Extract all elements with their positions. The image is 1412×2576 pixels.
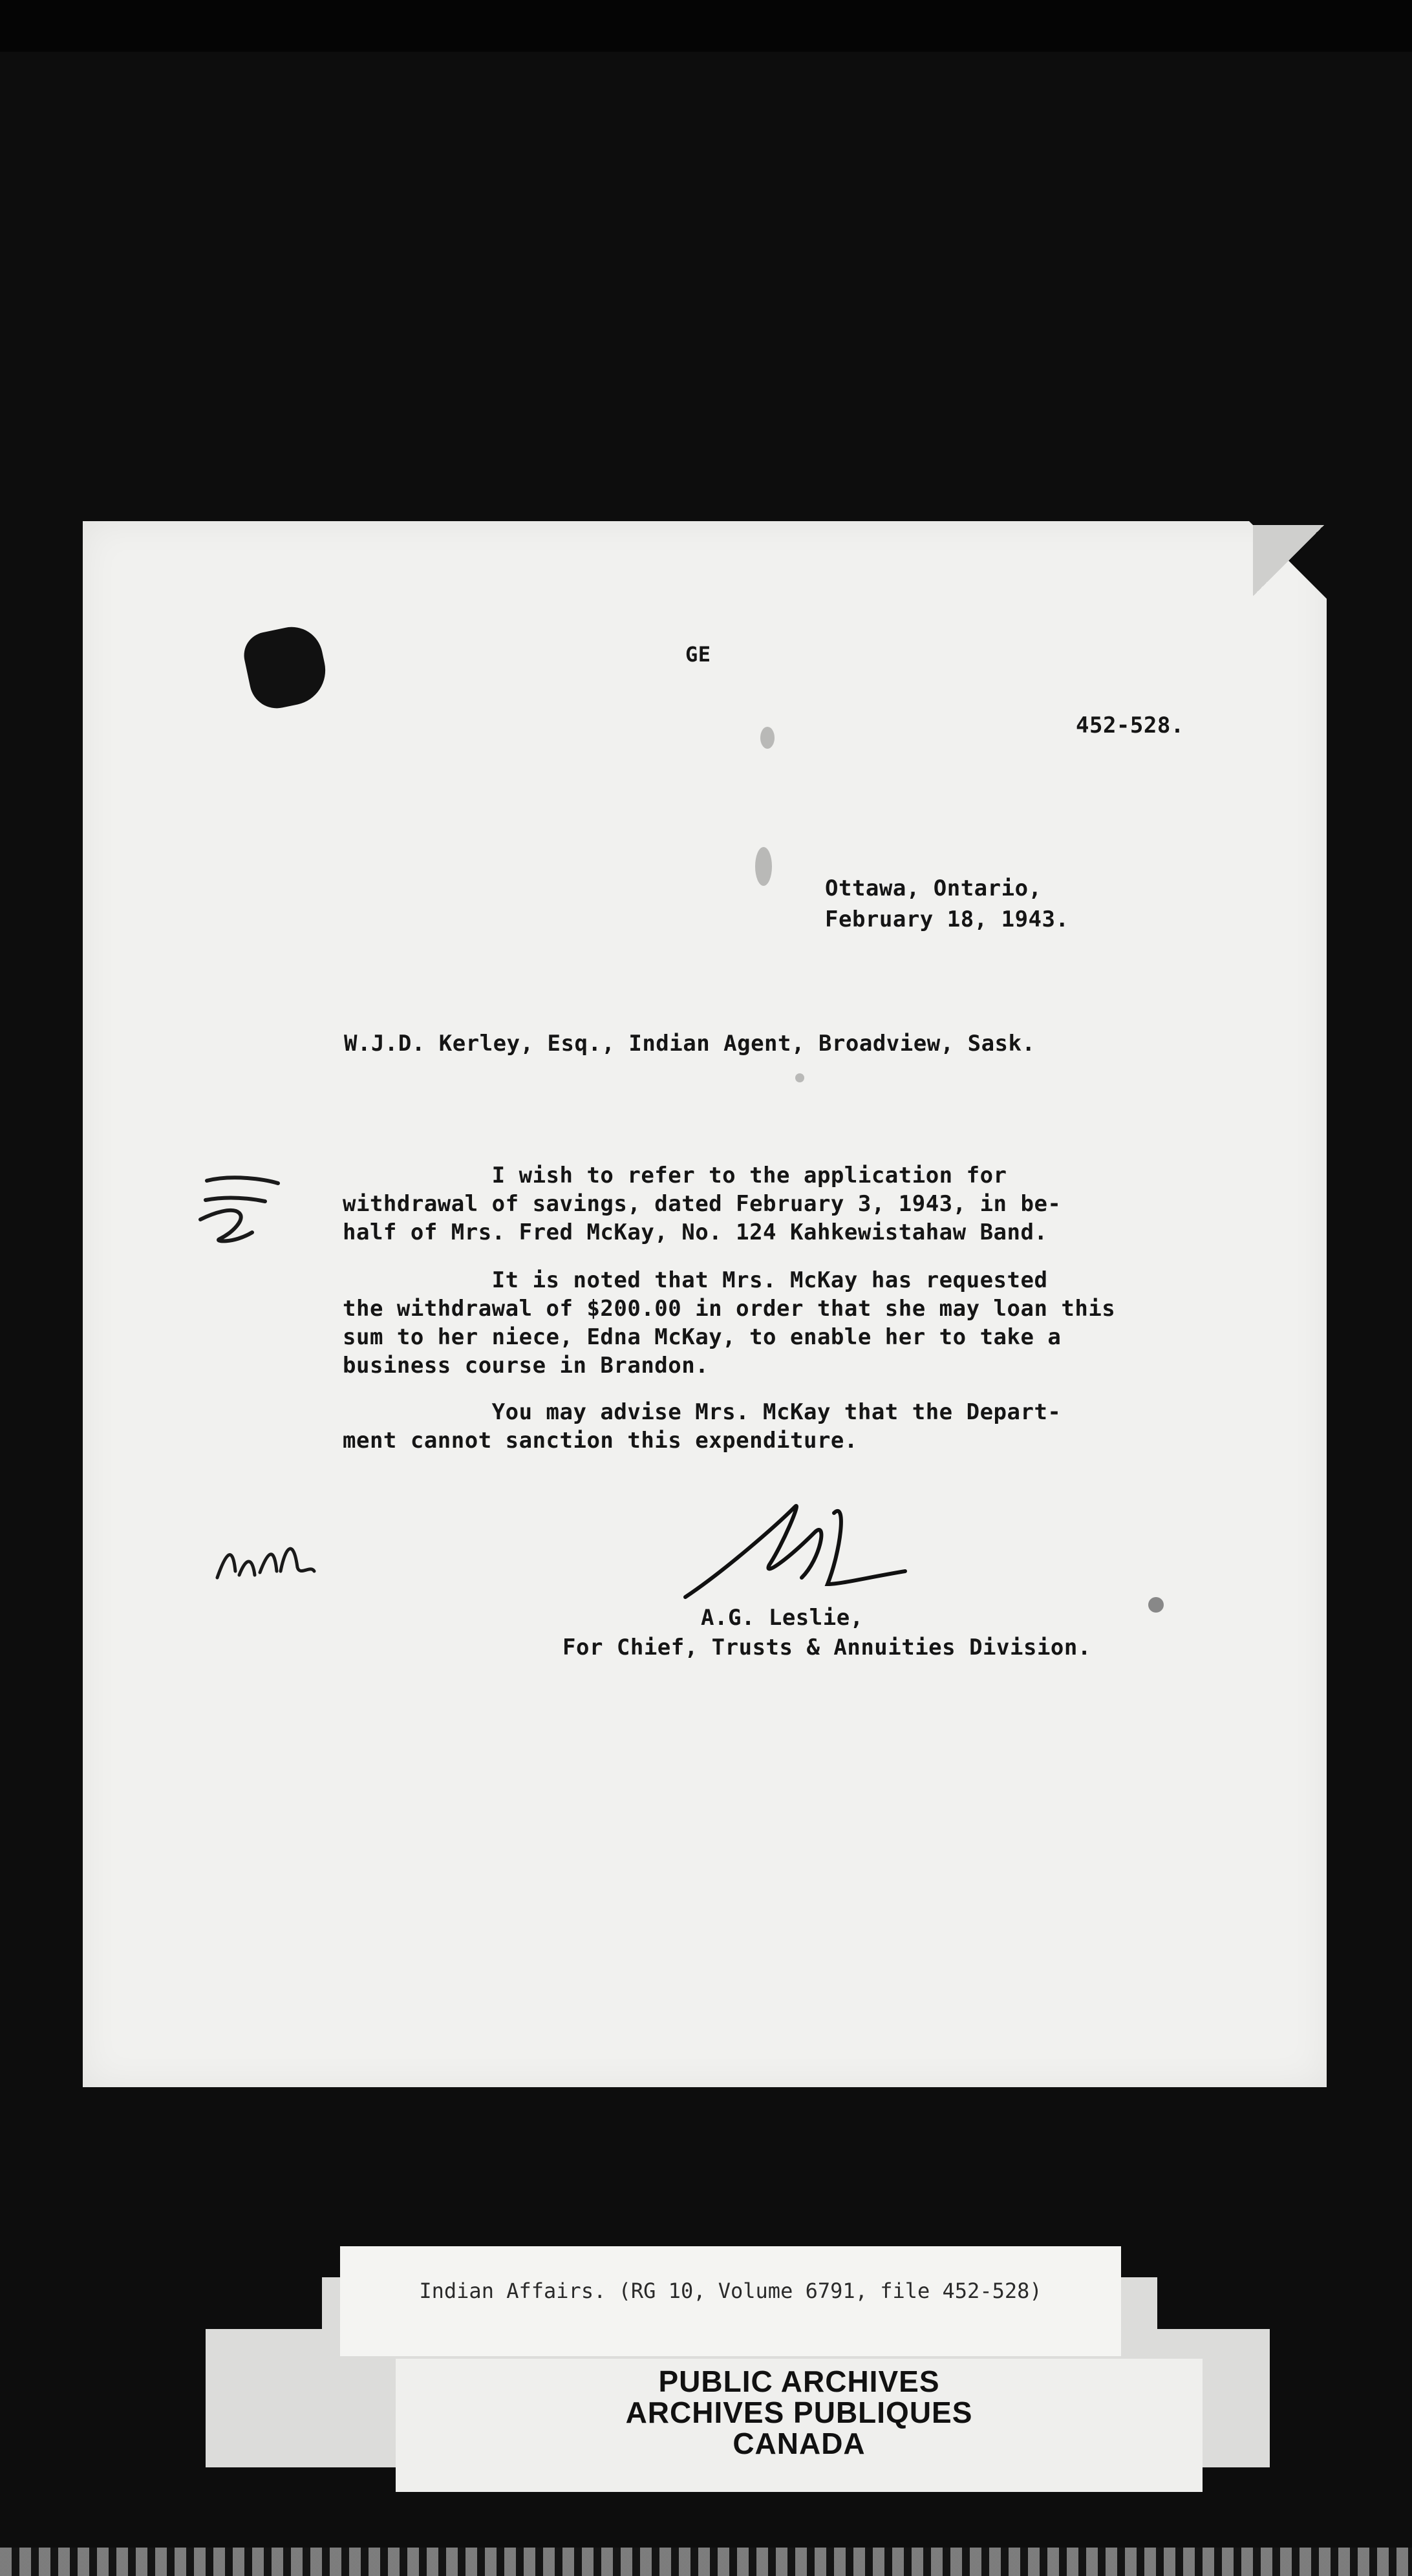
archive-stamp-line-1: PUBLIC ARCHIVES — [658, 2365, 940, 2398]
paper-speck — [760, 727, 775, 749]
folded-corner — [1253, 525, 1324, 596]
letter-paragraph-3: You may advise Mrs. McKay that the Depart- ment cannot sanction this expenditure. — [343, 1399, 1062, 1454]
paper-speck — [755, 847, 772, 886]
film-edge-bottom — [0, 2548, 1412, 2576]
letter-addressee: W.J.D. Kerley, Esq., Indian Agent, Broadview, Sask. — [344, 1031, 1036, 1057]
handwritten-initial-mark — [194, 1168, 284, 1252]
letter-code: GE — [685, 642, 711, 667]
letter-paragraph-2: It is noted that Mrs. McKay has requested the withdrawal of $200.00 in order that she may loan this sum to her niece, Edna McKay, to enable her to take a business course in Brandon. — [343, 1267, 1116, 1379]
letter-date: February 18, 1943. — [825, 907, 1069, 932]
file-number: 452-528. — [1076, 713, 1184, 738]
signatory-title: For Chief, Trusts & Annuities Division. — [562, 1635, 1091, 1660]
archive-label-notch — [1157, 2277, 1270, 2329]
archive-label-notch — [206, 2277, 322, 2329]
archive-stamp-line-2: ARCHIVES PUBLIQUES — [625, 2396, 973, 2429]
signatory-name: A.G. Leslie, — [701, 1605, 864, 1631]
paper-speck — [795, 1073, 804, 1082]
archive-reference-text: Indian Affairs. (RG 10, Volume 6791, file 452-528) — [419, 2279, 1042, 2303]
letter-paragraph-1: I wish to refer to the application for withdrawal of savings, dated February 3, 1943, in be- half of Mrs. Fred McKay, No. 124 Kahkewistahaw Band. — [343, 1163, 1062, 1245]
archive-stamp-line-3: CANADA — [733, 2427, 866, 2460]
paper-speck — [1148, 1597, 1164, 1613]
letter-place: Ottawa, Ontario, — [825, 875, 1042, 901]
film-edge-top — [0, 0, 1412, 52]
handwritten-signature — [672, 1487, 918, 1610]
handwritten-margin-note — [213, 1526, 317, 1591]
